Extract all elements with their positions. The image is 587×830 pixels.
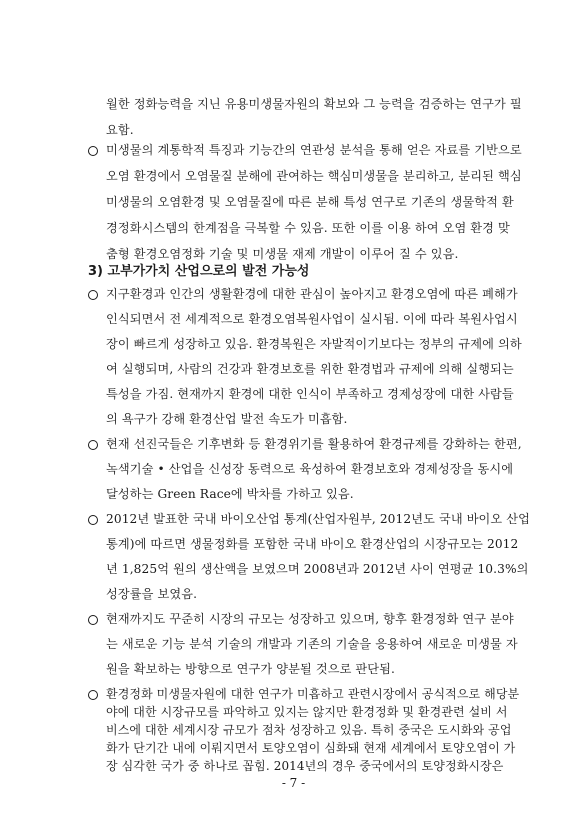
section-heading: 3) 고부가가치 산업으로의 발전 가능성	[88, 264, 310, 279]
text-line: 장이 빠르게 성장하고 있음. 환경복원은 자발적이기보다는 정부의 규제에 의하	[106, 337, 522, 351]
text-line: 2012년 발표한 국내 바이오산업 통계(산업자원부, 2012년도 국내 바이오 산업	[106, 512, 531, 526]
bullet-circle-icon	[88, 440, 98, 450]
text-line: 화가 단기간 내에 이뤄지면서 토양오염이 심화돼 현재 세계에서 토양오염이 가	[106, 741, 516, 755]
text-line: 야에 대한 시장규모를 파악하고 있지는 않지만 환경정화 및 환경관련 설비 서	[106, 705, 508, 719]
text-line: 현재 선진국들은 기후변화 등 환경위기를 활용하여 환경규제를 강화하는 한편,	[106, 437, 522, 451]
bullet-circle-icon	[88, 290, 98, 300]
bullet-circle-icon	[88, 690, 98, 700]
text-line: 달성하는 Green Race에 박차를 가하고 있음.	[106, 487, 354, 501]
text-line: 여 실행되며, 사람의 건강과 환경보호를 위한 환경법과 규제에 의해 실행되는	[106, 362, 514, 376]
text-line: 비스에 대한 세계시장 규모가 점차 성장하고 있음. 특히 중국은 도시화와 공업	[106, 723, 512, 737]
text-line: 의 욕구가 강해 환경산업 발전 속도가 미흡함.	[106, 412, 348, 426]
text-line: 경정화시스템의 한계점을 극복할 수 있음. 또한 이를 이용 하여 오염 환경 맞	[106, 221, 510, 235]
text-line: 춤형 환경오염정화 기술 및 미생물 재제 개발이 이루어 질 수 있음.	[106, 247, 459, 261]
text-line: 인식되면서 전 세계적으로 환경오염복원사업이 실시됨. 이에 따라 복원사업시	[106, 312, 518, 326]
text-line: 현재까지도 꾸준히 시장의 규모는 성장하고 있으며, 향후 환경정화 연구 분야	[106, 612, 514, 626]
text-line: 환경정화 미생물자원에 대한 연구가 미흡하고 관련시장에서 공식적으로 해당분	[106, 687, 520, 701]
text-line: 지구환경과 인간의 생활환경에 대한 관심이 높아지고 환경오염에 따른 폐해가	[106, 287, 518, 301]
bullet-circle-icon	[88, 615, 98, 625]
text-line: 특성을 가짐. 현재까지 환경에 대한 인식이 부족하고 경제성장에 대한 사람들	[106, 387, 514, 401]
text-line: 성장률을 보였음.	[106, 587, 198, 601]
text-line: 미생물의 오염환경 및 오염물질에 따른 분해 특성 연구로 기존의 생물학적 환	[106, 195, 514, 209]
bullet-circle-icon	[88, 146, 98, 156]
page-number: - 7 -	[281, 776, 306, 790]
text-line: 오염 환경에서 오염물질 분해에 관여하는 핵심미생물을 분리하고, 분리된 핵심	[106, 169, 522, 183]
text-line: 녹색기술 • 산업을 신성장 동력으로 육성하여 환경보호와 경제성장을 동시에	[106, 462, 514, 476]
text-line: 년 1,825억 원의 생산액을 보였으며 2008년과 2012년 사이 연평균 10.3%의	[106, 562, 529, 576]
text-line: 월한 정화능력을 지닌 유용미생물자원의 확보와 그 능력을 검증하는 연구가 필	[106, 97, 522, 111]
text-line: 는 새로운 기능 분석 기술의 개발과 기존의 기술을 응용하여 새로운 미생물 자	[106, 637, 518, 651]
bullet-circle-icon	[88, 515, 98, 525]
text-line: 요함.	[106, 123, 134, 137]
text-line: 원을 확보하는 방향으로 연구가 양분될 것으로 판단됨.	[106, 662, 396, 676]
text-line: 통계)에 따르면 생물정화를 포함한 국내 바이오 환경산업의 시장규모는 2012	[106, 537, 519, 551]
text-line: 장 심각한 국가 중 하나로 꼽힘. 2014년의 경우 중국에서의 토양정화시장은	[106, 759, 504, 773]
text-line: 미생물의 계통학적 특징과 기능간의 연관성 분석을 통해 얻은 자료를 기반으로	[106, 143, 522, 157]
